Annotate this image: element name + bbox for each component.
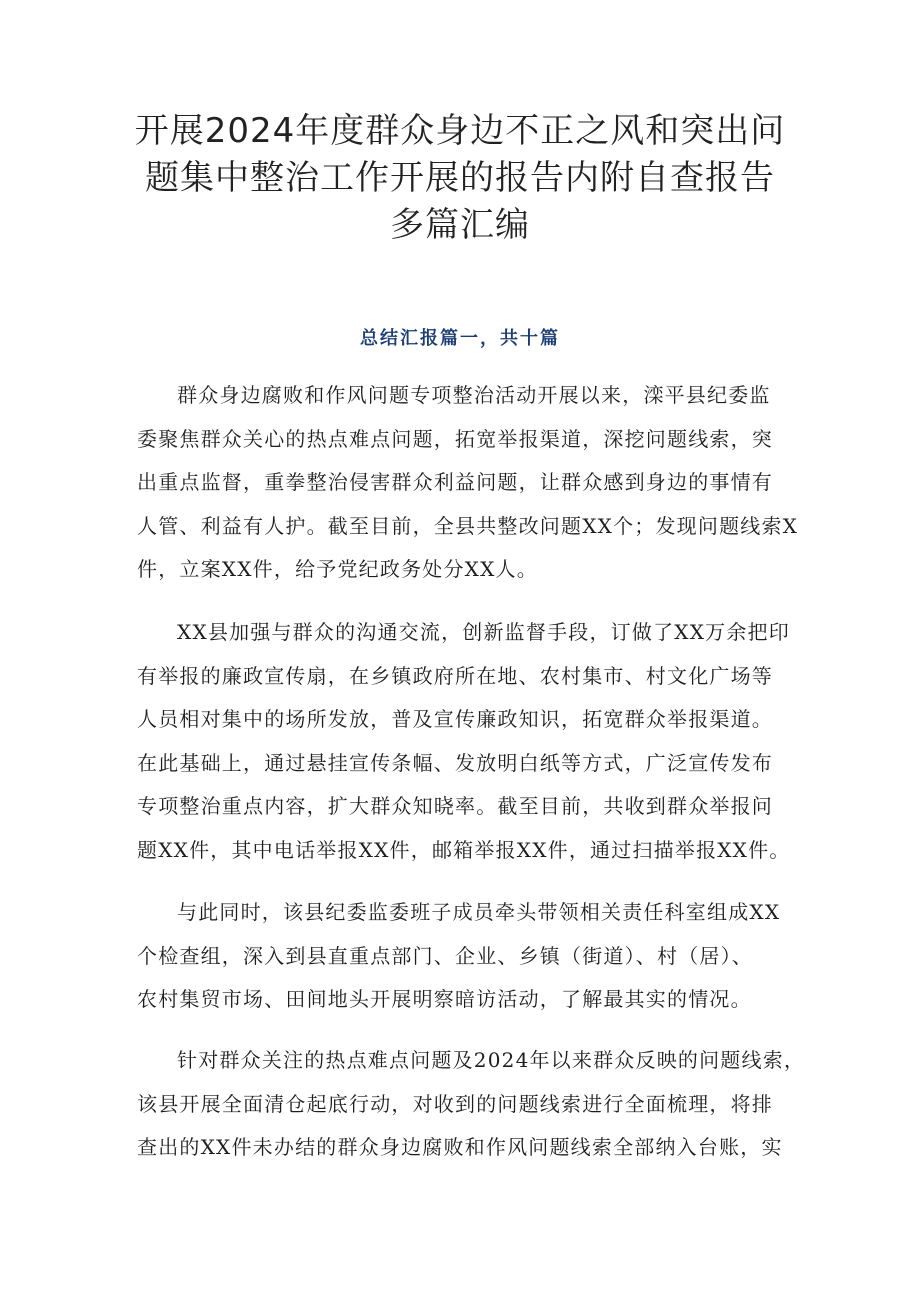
paragraph-line: 群众身边腐败和作风问题专项整治活动开展以来，滦平县纪委监 <box>177 383 771 407</box>
title-line: 多篇汇编 <box>390 205 530 245</box>
paragraph-line: 人员相对集中的场所发放，普及宣传廉政知识，拓宽群众举报渠道。 <box>137 707 773 732</box>
paragraph-line: 专项整治重点内容，扩大群众知晓率。截至目前，共收到群众举报问 <box>137 794 773 819</box>
paragraph-line: XX县加强与群众的沟通交流，创新监督手段，订做了XX万余把印 <box>177 620 790 644</box>
title-line: 题集中整治工作开展的报告内附自查报告 <box>145 158 775 198</box>
paragraph <box>137 611 797 873</box>
paragraph-line: 出重点监督，重拳整治侵害群众利益问题，让群众感到身边的事情有 <box>137 470 773 495</box>
paragraph-line: 委聚焦群众关心的热点难点问题，拓宽举报渠道，深挖问题线索，突 <box>137 426 773 451</box>
paragraph-line: 与此同时，该县纪委监委班子成员牵头带领相关责任科室组成XX <box>177 900 781 924</box>
paragraph-line: 农村集贸市场、田间地头开展明察暗访活动，了解最其实的情况。 <box>137 987 752 1012</box>
paragraph-line: 件，立案XX件，给予党纪政务处分XX人。 <box>137 557 538 582</box>
paragraph-line: 查出的XX件未办结的群众身边腐败和作风问题线索全部纳入台账，实 <box>137 1135 783 1160</box>
paragraph-line: 在此基础上，通过悬挂宣传条幅、发放明白纸等方式，广泛宣传发布 <box>137 750 773 775</box>
paragraph-line: 题XX件，其中电话举报XX件，邮箱举报XX件，通过扫描举报XX件。 <box>137 837 791 862</box>
paragraph <box>137 374 797 592</box>
paragraph-line: 有举报的廉政宣传扇，在乡镇政府所在地、农村集市、村文化广场等 <box>137 663 773 688</box>
paragraph-line: 针对群众关注的热点难点问题及2024年以来群众反映的问题线索， <box>177 1048 806 1072</box>
section-heading: 总结汇报篇一，共十篇 <box>360 328 560 349</box>
paragraph-line: 个检查组，深入到县直重点部门、企业、乡镇（街道）、村（居）、 <box>137 943 753 968</box>
paragraph-line: 人管、利益有人护。截至目前，全县共整改问题XX个；发现问题线索X <box>137 513 799 538</box>
title-line: 开展2024年度群众身边不正之风和突出问 <box>134 111 786 151</box>
document-title <box>100 108 820 249</box>
paragraph-line: 该县开展全面清仓起底行动，对收到的问题线索进行全面梳理，将排 <box>137 1091 773 1116</box>
paragraph <box>137 891 797 1022</box>
paragraph <box>137 1039 806 1170</box>
